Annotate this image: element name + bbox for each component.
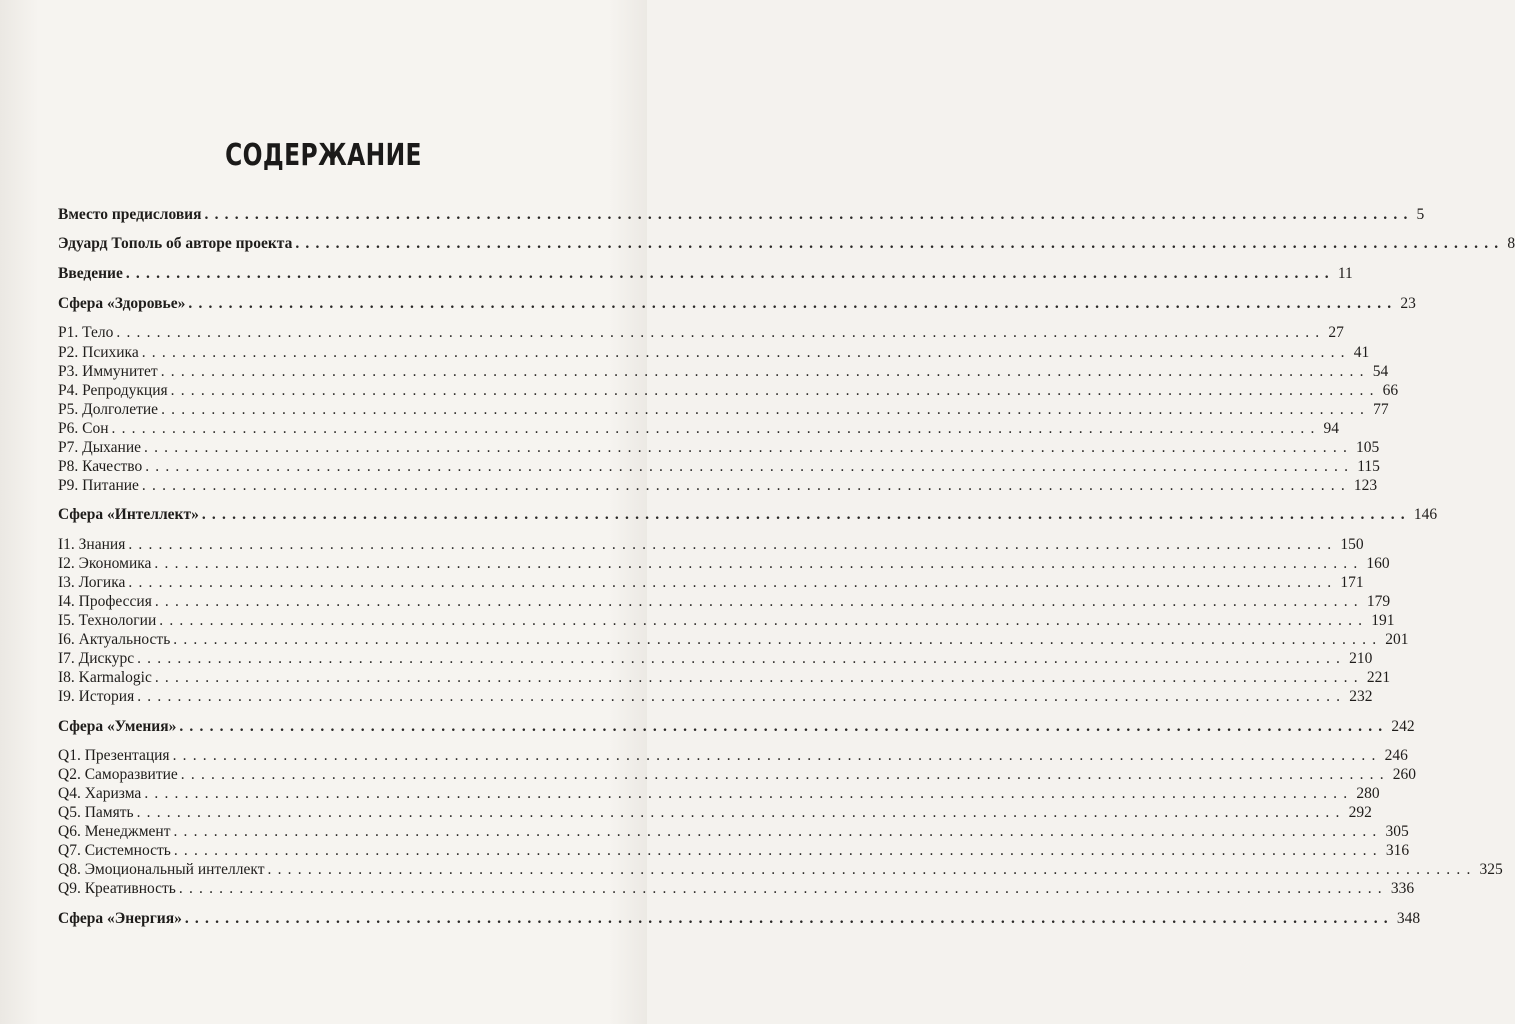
toc-section-entry: [58, 505, 1438, 524]
toc-leader-dots: ........................................................................................................................: [267, 861, 1477, 878]
toc-entry: [58, 343, 1370, 362]
toc-entry-label: I5. Технологии: [58, 612, 157, 629]
toc-entry: [58, 554, 1390, 573]
toc-page-number: 221: [1366, 669, 1391, 686]
toc-entry-label: Q1. Презентация: [58, 747, 170, 764]
toc-entry-label: Эдуард Тополь об авторе проекта: [58, 235, 293, 252]
toc-page-number: 336: [1390, 880, 1415, 897]
toc-entry-label: I4. Профессия: [58, 593, 152, 610]
toc-page-number: 179: [1366, 593, 1391, 610]
toc-entry-label: Q9. Креативность: [58, 880, 176, 897]
toc-page-number: 171: [1340, 574, 1364, 591]
toc-leader-dots: ........................................................................................................................: [201, 506, 1411, 523]
toc-entry-label: P6. Сон: [58, 420, 109, 437]
toc-entry-label: I7. Дискурс: [58, 650, 135, 667]
toc-page-number: 11: [1337, 265, 1353, 282]
toc-leader-dots: ........................................................................................................................: [179, 718, 1389, 735]
toc-section-entry: [58, 205, 1425, 224]
toc-page-number: 41: [1353, 344, 1370, 361]
toc-leader-dots: ........................................................................................................................: [178, 880, 1388, 897]
toc-entry: [58, 822, 1409, 841]
toc-entry: [58, 323, 1344, 342]
toc-leader-dots: ........................................................................................................................: [180, 766, 1390, 783]
toc-leader-dots: ........................................................................................................................: [128, 536, 1338, 553]
toc-entry-label: P7. Дыхание: [58, 439, 142, 456]
toc-page-number: 280: [1356, 785, 1380, 802]
toc-entry-label: P5. Долголетие: [58, 401, 159, 418]
toc-entry: [58, 860, 1503, 879]
toc-entry-label: P3. Иммунитет: [58, 363, 158, 380]
toc-leader-dots: ........................................................................................................................: [154, 669, 1364, 686]
toc-entry: [58, 803, 1372, 822]
toc-page-number: 94: [1323, 420, 1340, 437]
toc-page-number: 292: [1348, 804, 1372, 821]
toc-entry-label: P2. Психика: [58, 344, 139, 361]
toc-entry: [58, 611, 1395, 630]
toc-entry: [58, 879, 1415, 898]
toc-page-number: 348: [1396, 910, 1421, 927]
toc-entry-label: Вместо предисловия: [58, 206, 202, 223]
toc-page-number: 77: [1373, 401, 1389, 418]
toc-leader-dots: ........................................................................................................................: [161, 401, 1371, 418]
toc-leader-dots: ........................................................................................................................: [173, 631, 1383, 648]
toc-entry-label: Сфера «Интеллект»: [58, 506, 199, 523]
toc-entry: [58, 630, 1409, 649]
toc-page-number: 27: [1328, 324, 1344, 341]
toc-leader-dots: ........................................................................................................................: [144, 785, 1354, 802]
toc-entry-label: Q5. Память: [58, 804, 134, 821]
toc-leader-dots: ........................................................................................................................: [160, 363, 1370, 380]
toc-page-number: 201: [1385, 631, 1409, 648]
toc-entry-label: Q7. Системность: [58, 842, 171, 859]
toc-page-number: 5: [1416, 206, 1425, 223]
toc-entry-label: P4. Репродукция: [58, 382, 168, 399]
toc-entry-label: Сфера «Здоровье»: [58, 295, 186, 312]
toc-entry-label: I2. Экономика: [58, 555, 152, 572]
toc-entry: [58, 649, 1373, 668]
toc-entry-label: Сфера «Энергия»: [58, 910, 182, 927]
toc-leader-dots: ........................................................................................................................: [137, 688, 1347, 705]
toc-entry: [58, 746, 1408, 765]
toc-leader-dots: ........................................................................................................................: [188, 295, 1398, 312]
toc-leader-dots: ........................................................................................................................: [125, 265, 1335, 282]
toc-page-number: 232: [1349, 688, 1373, 705]
toc-entry: [58, 573, 1364, 592]
toc-entry-label: P9. Питание: [58, 477, 139, 494]
toc-page-number: 260: [1392, 766, 1417, 783]
toc-leader-dots: ........................................................................................................................: [154, 593, 1364, 610]
toc-page-number: 325: [1479, 861, 1503, 878]
toc-section-entry: [58, 294, 1416, 313]
toc-entry-label: Q8. Эмоциональный интеллект: [58, 861, 265, 878]
toc-leader-dots: ........................................................................................................................: [184, 910, 1394, 927]
toc-page-number: 123: [1353, 477, 1378, 494]
toc-leader-dots: ........................................................................................................................: [145, 458, 1355, 475]
toc-entry-label: Введение: [58, 265, 123, 282]
toc-section-entry: [58, 264, 1353, 283]
toc-leader-dots: ........................................................................................................................: [204, 206, 1414, 223]
toc-entry-label: I1. Знания: [58, 536, 126, 553]
toc-leader-dots: ........................................................................................................................: [159, 612, 1369, 629]
toc-page-number: 54: [1372, 363, 1389, 380]
toc-leader-dots: ........................................................................................................................: [141, 477, 1351, 494]
toc-leader-dots: ........................................................................................................................: [128, 574, 1338, 591]
toc-leader-dots: ........................................................................................................................: [295, 235, 1505, 252]
toc-entry-label: P1. Тело: [58, 324, 114, 341]
toc-page-number: 242: [1391, 718, 1415, 735]
toc-entry-label: P8. Качество: [58, 458, 143, 475]
toc-page-number: 66: [1382, 382, 1399, 399]
toc-page-number: 191: [1371, 612, 1395, 629]
toc-entry: [58, 457, 1380, 476]
toc-entry: [58, 841, 1410, 860]
toc-leader-dots: ........................................................................................................................: [111, 420, 1321, 437]
toc-entry: [58, 765, 1417, 784]
toc-leader-dots: ........................................................................................................................: [170, 382, 1380, 399]
toc-entry: [58, 784, 1380, 803]
toc-entry: [58, 668, 1391, 687]
toc-page-number: 160: [1366, 555, 1390, 572]
toc-entry: [58, 419, 1340, 438]
toc-section-entry: [58, 234, 1515, 253]
toc-entry-label: Сфера «Умения»: [58, 718, 177, 735]
toc-page-number: 105: [1356, 439, 1380, 456]
toc-page-number: 115: [1357, 458, 1380, 475]
toc-entry: [58, 438, 1380, 457]
toc-entry: [58, 535, 1364, 554]
toc-entry: [58, 400, 1389, 419]
toc-entry-label: Q6. Менеджмент: [58, 823, 171, 840]
toc-leader-dots: ........................................................................................................................: [144, 439, 1354, 456]
toc-entry-label: Q4. Харизма: [58, 785, 142, 802]
toc-leader-dots: ........................................................................................................................: [173, 842, 1383, 859]
toc-leader-dots: ........................................................................................................................: [154, 555, 1364, 572]
toc-leader-dots: ........................................................................................................................: [137, 650, 1347, 667]
toc-entry-label: I3. Логика: [58, 574, 126, 591]
toc-leader-dots: ........................................................................................................................: [136, 804, 1346, 821]
toc-leader-dots: ........................................................................................................................: [173, 823, 1383, 840]
toc-entry: [58, 362, 1389, 381]
toc-page-number: 146: [1413, 506, 1438, 523]
toc-page-number: 246: [1384, 747, 1408, 764]
toc-page-number: 316: [1385, 842, 1410, 859]
toc-section-entry: [58, 909, 1421, 928]
toc-page-number: 23: [1400, 295, 1416, 312]
toc-page-number: 150: [1340, 536, 1364, 553]
toc-entry-label: I8. Karmalogic: [58, 669, 152, 686]
toc-entry-label: I6. Актуальность: [58, 631, 171, 648]
toc-leader-dots: ........................................................................................................................: [116, 324, 1326, 341]
toc-leader-dots: ........................................................................................................................: [141, 344, 1351, 361]
toc-leader-dots: ........................................................................................................................: [172, 747, 1382, 764]
toc-page-number: 8: [1507, 235, 1515, 252]
toc-page-number: 210: [1349, 650, 1373, 667]
toc-entry-label: Q2. Саморазвитие: [58, 766, 178, 783]
toc-entry: [58, 592, 1391, 611]
toc-entry: [58, 381, 1399, 400]
toc-page-number: 305: [1385, 823, 1409, 840]
toc-entry: [58, 476, 1378, 495]
toc-entry-label: I9. История: [58, 688, 135, 705]
toc-section-entry: [58, 717, 1415, 736]
toc-entry: [58, 687, 1373, 706]
page-title: СОДЕРЖАНИЕ: [225, 138, 422, 173]
